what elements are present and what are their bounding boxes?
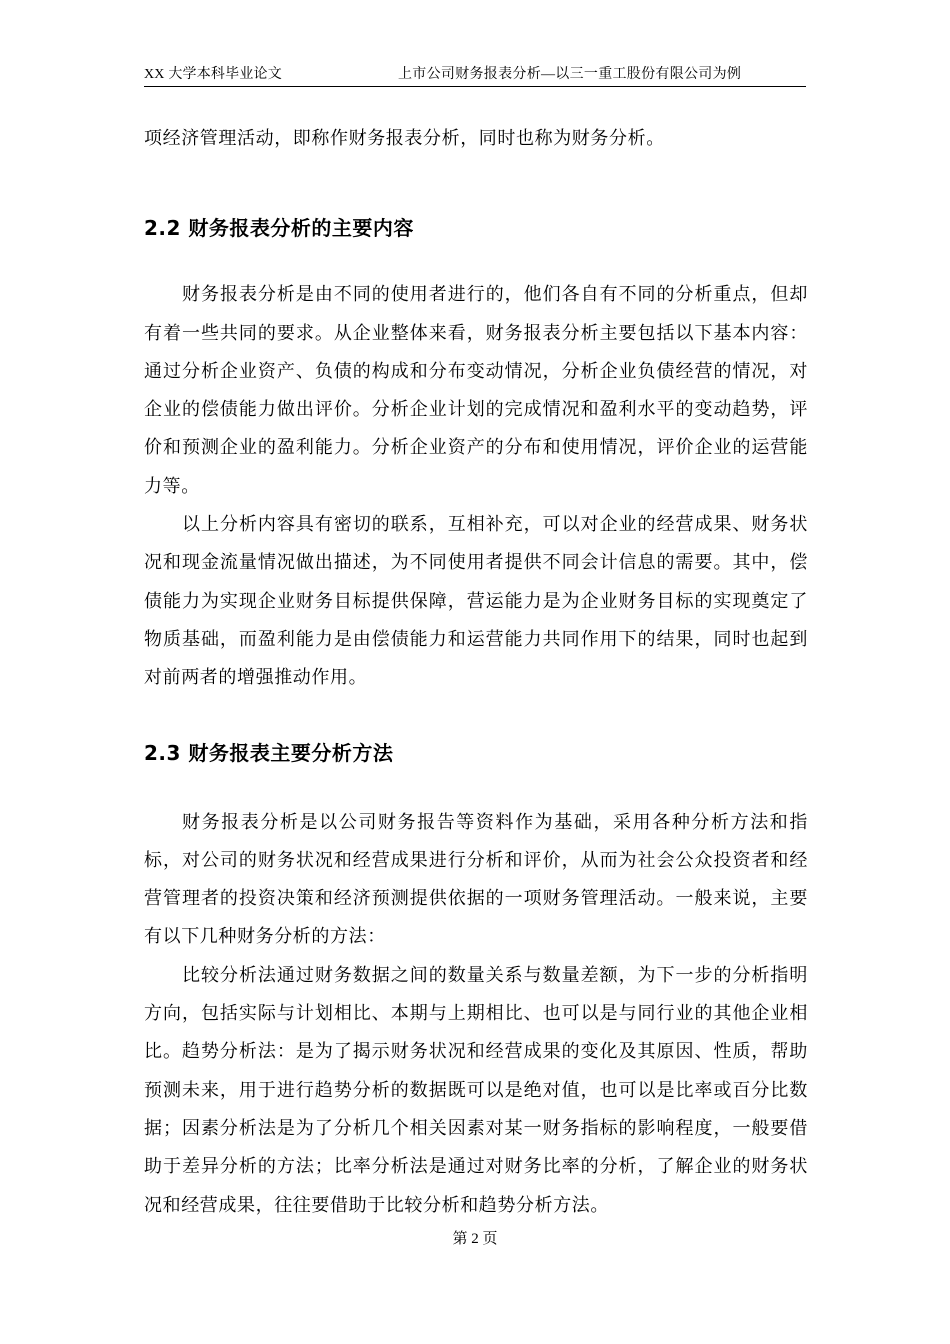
- document-body: [144, 120, 808, 1225]
- section-heading-2-2: 2.2 财务报表分析的主要内容: [144, 216, 414, 241]
- section-heading-2-3: 2.3 财务报表主要分析方法: [144, 740, 394, 765]
- header-university: XX 大学本科毕业论文: [144, 67, 282, 82]
- header-thesis-title: 上市公司财务报表分析—以三一重工股份有限公司为例: [398, 67, 742, 82]
- paragraph: 财务报表分析是由不同的使用者进行的，他们各自有不同的分析重点，但却有着一些共同的要求。从企业整体来看，财务报表分析主要包括以下基本内容：通过分析企业资产、负债的构成和分布变动情况，分析企业负债经营的情况，对企业的偿债能力做出评价。分析企业计划的完成情况和盈利水平的变动趋势，评价和预测企业的盈利能力。分析企业资产的分布和使用情况，评价企业的运营能力等。: [144, 284, 808, 497]
- paragraph: 比较分析法通过财务数据之间的数量关系与数量差额，为下一步的分析指明方向，包括实际与计划相比、本期与上期相比、也可以是与同行业的其他企业相比。趋势分析法：是为了揭示财务状况和经营成果的变化及其原因、性质，帮助预测未来，用于进行趋势分析的数据既可以是绝对值，也可以是比率或百分比数据；因素分析法是为了分析几个相关因素对某一财务指标的影响程度，一般要借助于差异分析的方法；比率分析法是通过对财务比率的分析，了解企业的财务状况和经营成果，往往要借助于比较分析和趋势分析方法。: [144, 964, 808, 1216]
- paragraph: 财务报表分析是以公司财务报告等资料作为基础，采用各种分析方法和指标，对公司的财务状况和经营成果进行分析和评价，从而为社会公众投资者和经营管理者的投资决策和经济预测提供依据的一项财务管理活动。一般来说，主要有以下几种财务分析的方法：: [144, 811, 808, 948]
- paragraph: 以上分析内容具有密切的联系，互相补充，可以对企业的经营成果、财务状况和现金流量情况做出描述，为不同使用者提供不同会计信息的需要。其中，偿债能力为实现企业财务目标提供保障，营运能力是为企业财务目标的实现奠定了物质基础，而盈利能力是由偿债能力和运营能力共同作用下的结果，同时也起到对前两者的增强推动作用。: [144, 514, 808, 689]
- page-number: 第 2 页: [452, 1231, 498, 1247]
- continuation-paragraph: 项经济管理活动，即称作财务报表分析，同时也称为财务分析。: [144, 128, 665, 149]
- running-header: [144, 66, 806, 87]
